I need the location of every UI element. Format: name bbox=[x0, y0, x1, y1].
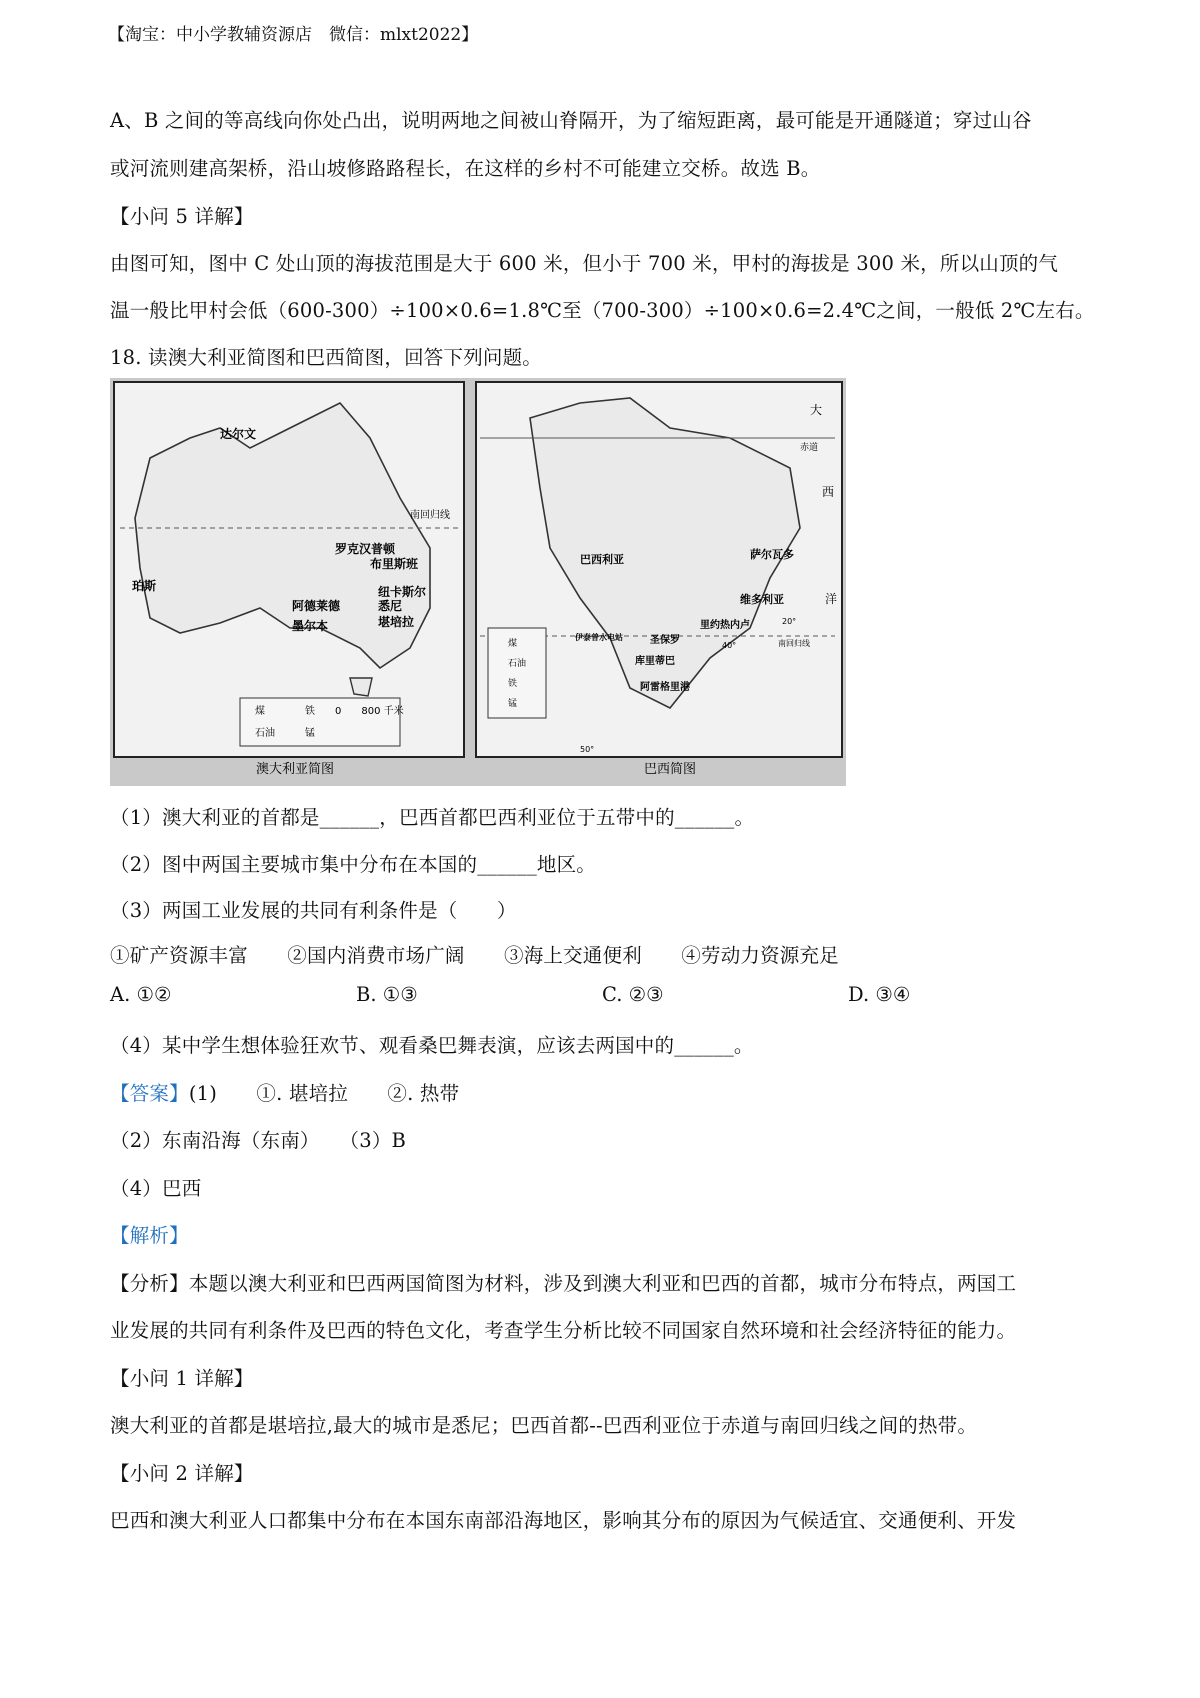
analysis-label: 【解析】 bbox=[110, 1224, 189, 1247]
answer-1: (1) ①. 堪培拉 ②. 热带 bbox=[188, 1082, 460, 1105]
aus-label-darwin: 达尔文 bbox=[220, 427, 257, 441]
australia-map bbox=[110, 378, 472, 786]
analysis-text-line2: 业发展的共同有利条件及巴西的特色文化，考查学生分析比较不同国家自然环境和社会经济特征的能力。 bbox=[110, 1319, 1017, 1342]
option-c: C. ②③ bbox=[602, 983, 664, 1006]
sub-question-3: （3）两国工业发展的共同有利条件是（ ） bbox=[110, 899, 517, 922]
sub-question-4: （4）某中学生想体验狂欢节、观看桑巴舞表演，应该去两国中的______。 bbox=[110, 1034, 754, 1057]
aus-legend-oil: 石油 bbox=[255, 728, 275, 739]
sub-question-1: （1）澳大利亚的首都是______，巴西首都巴西利亚位于五带中的______。 bbox=[110, 806, 755, 829]
bra-legend-manganese: 锰 bbox=[508, 699, 518, 709]
aus-label-tropic: 南回归线 bbox=[410, 510, 450, 521]
aus-label-canberra: 堪培拉 bbox=[378, 615, 415, 629]
q2-text: 巴西和澳大利亚人口都集中分布在本国东南部沿海地区，影响其分布的原因为气候适宜、交通便利、开发 bbox=[110, 1509, 1017, 1532]
bra-legend-oil: 石油 bbox=[508, 659, 527, 669]
bra-label-saopaulo: 圣保罗 bbox=[650, 635, 680, 646]
option-d: D. ③④ bbox=[848, 983, 911, 1006]
brazil-map bbox=[472, 378, 846, 786]
bra-label-20: 20° bbox=[782, 617, 797, 626]
bra-label-curitiba: 库里蒂巴 bbox=[635, 656, 675, 667]
bra-label-da: 大 bbox=[810, 403, 823, 417]
bra-label-xi: 西 bbox=[822, 485, 835, 499]
aus-label-rockhampton: 罗克汉普顿 bbox=[335, 542, 396, 556]
bra-label-tropic: 南回归线 bbox=[778, 639, 810, 648]
analysis-text-line1: 【分析】本题以澳大利亚和巴西两国简图为材料，涉及到澳大利亚和巴西的首都，城市分布特点，两国工 bbox=[110, 1272, 1017, 1295]
bra-caption: 巴西简图 bbox=[643, 762, 697, 777]
answer-label: 【答案】 bbox=[110, 1082, 189, 1105]
q5-text-line1: 由图可知，图中 C 处山顶的海拔范围是大于 600 米，但小于 700 米，甲村的海拔是 300 米，所以山顶的气 bbox=[110, 252, 1059, 275]
q5-heading: 【小问 5 详解】 bbox=[110, 205, 254, 228]
bra-label-equator: 赤道 bbox=[800, 443, 819, 453]
q1-text: 澳大利亚的首都是堪培拉,最大的城市是悉尼；巴西首都--巴西利亚位于赤道与南回归线之间的热带。 bbox=[110, 1414, 978, 1437]
bra-label-salvador: 萨尔瓦多 bbox=[750, 548, 794, 561]
page-header: 【淘宝：中小学教辅资源店 微信：mlxt2022】 bbox=[108, 25, 479, 45]
prev-text-line1: A、B 之间的等高线向你处凸出，说明两地之间被山脊隔开，为了缩短距离，最可能是开通隧道；穿过山谷 bbox=[110, 109, 1032, 132]
q1-heading: 【小问 1 详解】 bbox=[110, 1367, 254, 1390]
maps-figure bbox=[110, 378, 846, 786]
aus-label-brisbane: 布里斯班 bbox=[370, 557, 419, 571]
question-stem: 18. 读澳大利亚简图和巴西简图，回答下列问题。 bbox=[110, 346, 543, 369]
sub-question-2: （2）图中两国主要城市集中分布在本国的______地区。 bbox=[110, 853, 597, 876]
aus-caption: 澳大利亚简图 bbox=[255, 762, 335, 777]
bra-label-yang: 洋 bbox=[825, 592, 838, 606]
answer-row-1 bbox=[110, 1078, 459, 1106]
aus-label-adelaide: 阿德莱德 bbox=[292, 599, 341, 613]
prev-text-line2: 或河流则建高架桥，沿山坡修路路程长，在这样的乡村不可能建立交桥。故选 B。 bbox=[110, 157, 821, 180]
bra-label-50: 50° bbox=[580, 745, 595, 754]
aus-label-sydney: 悉尼 bbox=[378, 599, 403, 613]
conditions-list: ①矿产资源丰富 ②国内消费市场广阔 ③海上交通便利 ④劳动力资源充足 bbox=[110, 944, 839, 967]
q2-heading: 【小问 2 详解】 bbox=[110, 1462, 254, 1485]
option-b: B. ①③ bbox=[356, 983, 418, 1006]
aus-legend-iron: 铁 bbox=[305, 706, 315, 717]
option-a: A. ①② bbox=[110, 983, 172, 1006]
aus-legend-scale: 0 800 千米 bbox=[335, 706, 404, 717]
aus-legend-manganese: 锰 bbox=[305, 728, 315, 739]
aus-label-perth: 珀斯 bbox=[132, 579, 157, 593]
answer-2-3: （2）东南沿海（东南） （3）B bbox=[110, 1129, 407, 1152]
answer-4: （4）巴西 bbox=[110, 1177, 202, 1200]
bra-label-40: 40° bbox=[722, 641, 737, 650]
bra-label-brasilia: 巴西利亚 bbox=[580, 553, 624, 566]
aus-label-melbourne: 墨尔本 bbox=[292, 619, 329, 633]
q5-text-line2: 温一般比甲村会低（600-300）÷100×0.6=1.8℃至（700-300）÷100×0.6=2.4℃之间，一般低 2℃左右。 bbox=[110, 299, 1095, 322]
bra-label-portoalegre: 阿雷格里港 bbox=[640, 682, 690, 693]
bra-label-vitoria: 维多利亚 bbox=[740, 593, 784, 606]
aus-legend-coal: 煤 bbox=[255, 706, 265, 717]
bra-label-rio: 里约热内卢 bbox=[700, 620, 750, 631]
aus-label-newcastle: 纽卡斯尔 bbox=[378, 585, 427, 599]
bra-label-itaipu: 伊泰普水电站 bbox=[575, 633, 623, 642]
bra-legend-coal: 煤 bbox=[508, 639, 518, 649]
bra-legend-iron: 铁 bbox=[508, 679, 518, 689]
